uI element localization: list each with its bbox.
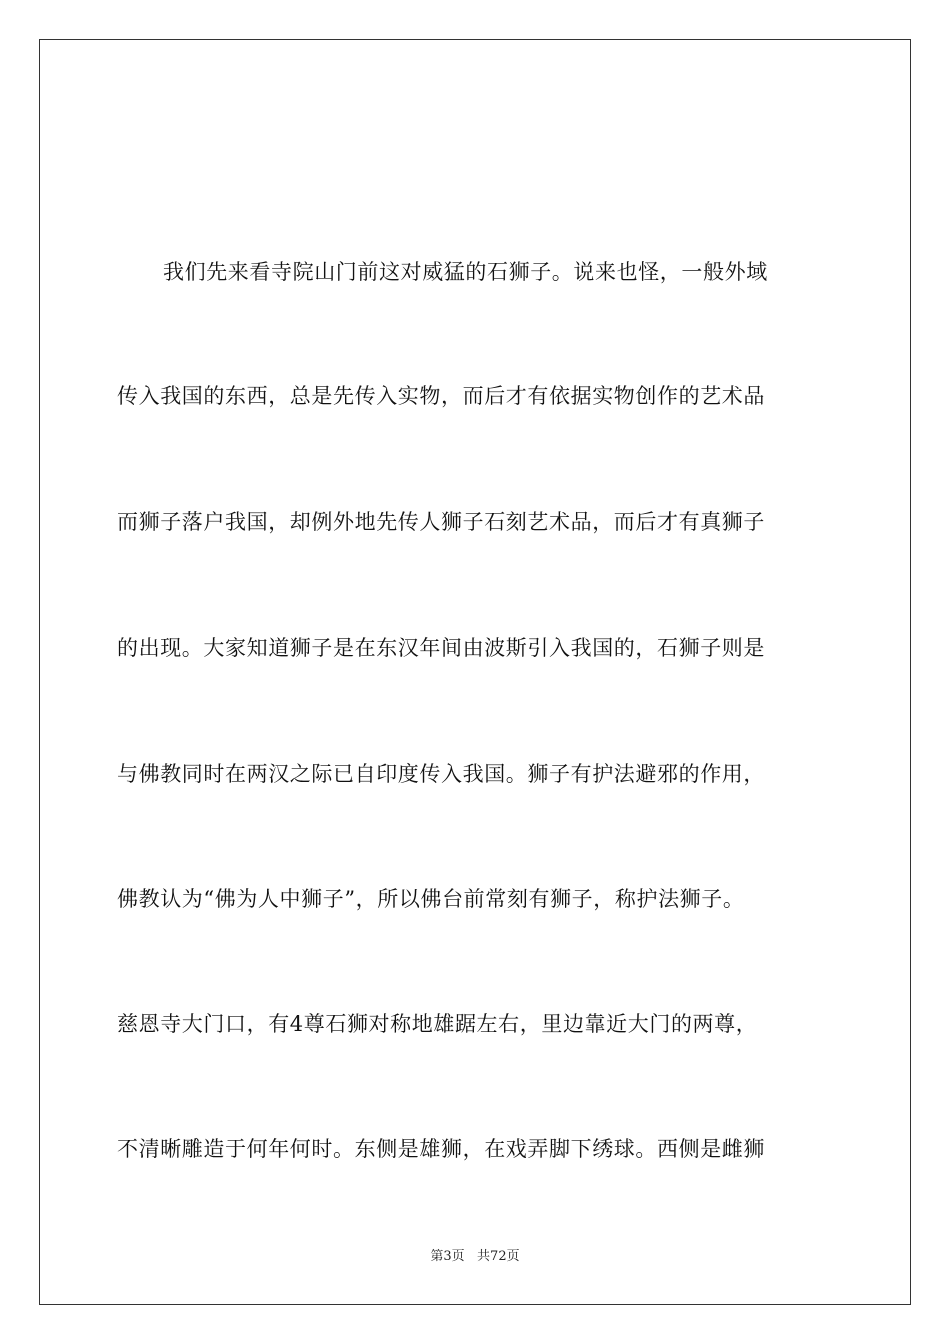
page-border bbox=[39, 39, 911, 1305]
page-number-footer: 第3页 共72页 bbox=[430, 1249, 520, 1264]
paragraph-line-7: 慈恩寺大门口，有4尊石狮对称地雄踞左右，里边靠近大门的两尊， bbox=[117, 1012, 758, 1036]
paragraph-line-8: 不清晰雕造于何年何时。东侧是雄狮，在戏弄脚下绣球。西侧是雌狮 bbox=[117, 1137, 765, 1161]
paragraph-line-5: 与佛教同时在两汉之际已自印度传入我国。狮子有护法避邪的作用， bbox=[117, 762, 765, 786]
paragraph-line-1: 我们先来看寺院山门前这对威猛的石狮子。说来也怪，一般外域 bbox=[163, 260, 768, 284]
paragraph-line-6: 佛教认为“佛为人中狮子”，所以佛台前常刻有狮子，称护法狮子。 bbox=[117, 887, 745, 911]
paragraph-line-3: 而狮子落户我国，却例外地先传人狮子石刻艺术品，而后才有真狮子 bbox=[117, 510, 765, 534]
paragraph-line-2: 传入我国的东西，总是先传入实物，而后才有依据实物创作的艺术品 bbox=[117, 384, 765, 408]
paragraph-line-4: 的出现。大家知道狮子是在东汉年间由波斯引入我国的，石狮子则是 bbox=[117, 636, 765, 660]
